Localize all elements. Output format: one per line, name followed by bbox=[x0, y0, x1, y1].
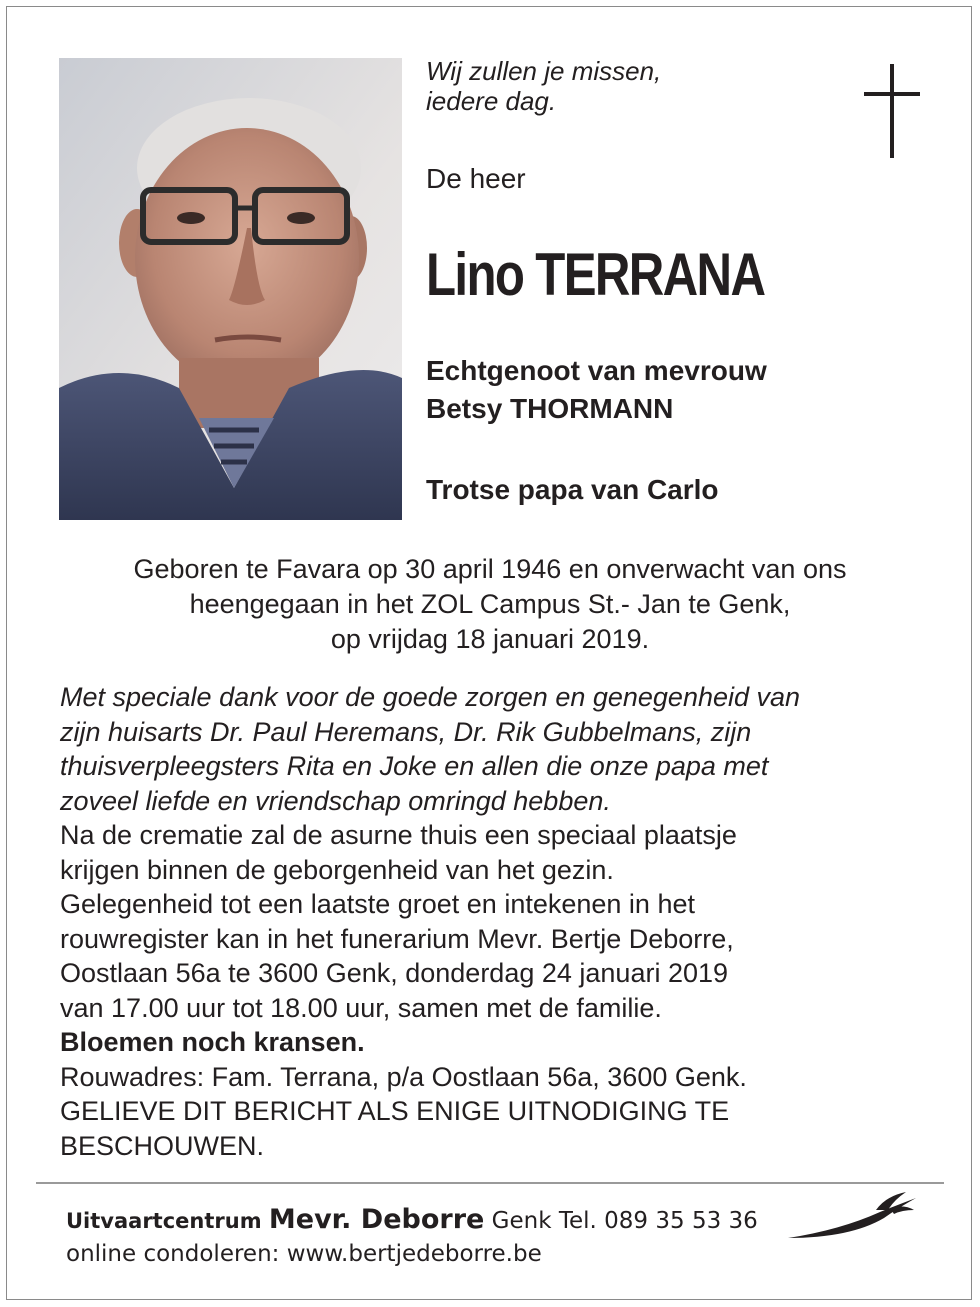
thanks-line: zoveel liefde en vriendschap omringd hebben. bbox=[60, 785, 611, 816]
info-line: rouwregister kan in het funerarium Mevr. Bertje Deborre, bbox=[60, 923, 734, 954]
info-line: Gelegenheid tot een laatste groet en intekenen in het bbox=[60, 889, 695, 919]
footer-divider bbox=[36, 1182, 944, 1184]
birth-line-2: heengegaan in het ZOL Campus St.- Jan te Genk, bbox=[189, 589, 791, 619]
spouse-relation bbox=[426, 352, 767, 428]
thanks-line: zijn huisarts Dr. Paul Heremans, Dr. Rik Gubbelmans, zijn bbox=[60, 716, 752, 747]
thanks-line: thuisverpleegsters Rita en Joke en allen die onze papa met bbox=[60, 751, 769, 781]
motto-line-2: iedere dag. bbox=[426, 86, 557, 116]
cross-icon bbox=[864, 64, 920, 158]
info-line: Oostlaan 56a te 3600 Genk, donderdag 24 januari 2019 bbox=[60, 958, 729, 988]
thanks-line: Met speciale dank voor de goede zorgen en genegenheid van bbox=[60, 682, 801, 712]
deceased-name: Lino TERRANA bbox=[426, 241, 765, 308]
funeral-home-city: Genk bbox=[491, 1208, 552, 1234]
online-condolences-link[interactable]: online condoleren: www.bertjedeborre.be bbox=[66, 1241, 542, 1267]
spouse-line-1: Echtgenoot van mevrouw bbox=[426, 355, 767, 386]
spouse-line-2: Betsy THORMANN bbox=[426, 393, 674, 424]
no-flowers-notice: Bloemen noch kransen. bbox=[60, 1027, 365, 1057]
funeral-home-brand: Mevr. Deborre bbox=[268, 1204, 485, 1235]
closing-line: GELIEVE DIT BERICHT ALS ENIGE UITNODIGING TE bbox=[60, 1096, 730, 1126]
closing-line: BESCHOUWEN. bbox=[60, 1130, 265, 1161]
motto bbox=[426, 56, 661, 116]
info-line: van 17.00 uur tot 18.00 uur, samen met de familie. bbox=[60, 992, 662, 1023]
funeral-home-phone: Tel. 089 35 53 36 bbox=[558, 1208, 758, 1234]
info-line: Na de crematie zal de asurne thuis een speciaal plaatsje bbox=[60, 820, 737, 850]
honorific: De heer bbox=[426, 163, 526, 194]
motto-line-1: Wij zullen je missen, bbox=[426, 56, 662, 86]
funeral-home-label: Uitvaartcentrum bbox=[66, 1209, 262, 1233]
child-relation: Trotse papa van Carlo bbox=[426, 474, 719, 505]
funeral-home-line bbox=[66, 1204, 758, 1235]
birth-death-info bbox=[40, 552, 940, 657]
birth-line-3: op vrijdag 18 januari 2019. bbox=[330, 624, 650, 654]
closing-line: Rouwadres: Fam. Terrana, p/a Oostlaan 56a, 3600 Genk. bbox=[60, 1061, 747, 1092]
portrait-photo bbox=[59, 58, 402, 520]
info-line: krijgen binnen de geborgenheid van het gezin. bbox=[60, 854, 614, 885]
bird-logo-icon bbox=[780, 1186, 920, 1246]
announcement-body bbox=[60, 680, 940, 1163]
birth-line-1: Geboren te Favara op 30 april 1946 en onverwacht van ons bbox=[133, 554, 847, 584]
